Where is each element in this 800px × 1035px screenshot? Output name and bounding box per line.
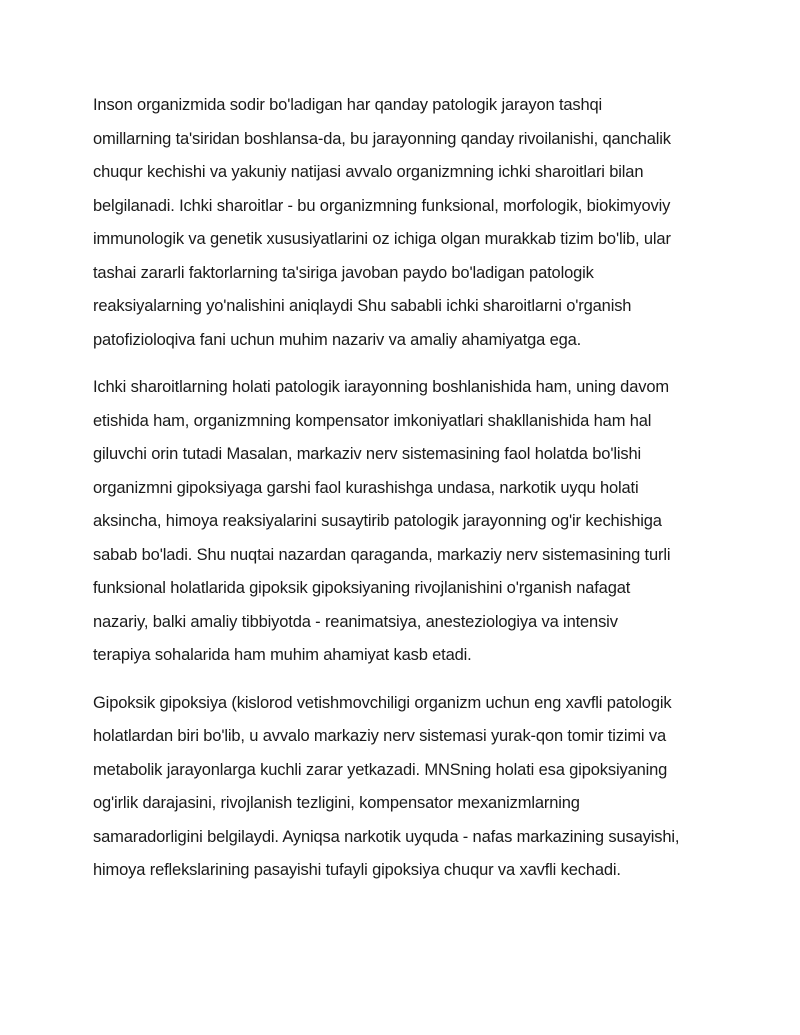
paragraph-1 [93,89,713,357]
text-line: giluvchi orin tutadi Masalan, markaziv nerv sistemasining faol holatda bo'lishi [93,445,641,463]
text-line: patofizioloqiva fani uchun muhim nazariv va amaliy ahamiyatga ega. [93,330,582,349]
text-line: Gipoksik gipoksiya (kislorod vetishmovchiligi organizm uchun eng xavfli patologik [93,693,672,712]
document-body [93,89,713,902]
text-line: nazariy, balki amaliy tibbiyotda - reanimatsiya, anesteziologiya va intensiv [93,612,618,631]
text-line: funksional holatlarida gipoksik gipoksiyaning rivojlanishini o'rganish nafagat [93,579,631,597]
text-line: samaradorligini belgilaydi. Ayniqsa narkotik uyquda - nafas markazining susayishi, [93,827,680,846]
text-line: holatlardan biri bo'lib, u avvalo markaziy nerv sistemasi yurak-qon tomir tizimi va [93,727,667,745]
paragraph-3 [93,687,713,888]
text-line: organizmni gipoksiyaga garshi faol kurashishga undasa, narkotik uyqu holati [93,478,639,497]
text-line: Inson organizmida sodir bo'ladigan har qanday patologik jarayon tashqi [93,96,603,114]
paragraph-2 [93,371,713,673]
text-line: belgilanadi. Ichki sharoitlar - bu organizmning funksional, morfologik, biokimyoviy [93,196,671,215]
text-line: himoya reflekslarining pasayishi tufayli gipoksiya chuqur va xavfli kechadi. [93,861,621,879]
text-line: etishida ham, organizmning kompensator imkoniyatlari shakllanishida ham hal [93,411,652,430]
text-line: reaksiyalarning yo'nalishini aniqlaydi Shu sababli ichki sharoitlarni o'rganish [93,297,632,315]
text-line: tashai zararli faktorlarning ta'siriga javoban paydo bo'ladigan patologik [93,263,594,282]
text-line: metabolik jarayonlarga kuchli zarar yetkazadi. MNSning holati esa gipoksiyaning [93,760,668,779]
text-line: aksincha, himoya reaksiyalarini susaytirib patologik jarayonning og'ir kechishiga [93,512,662,530]
text-line: omillarning ta'siridan boshlansa-da, bu jarayonning qanday rivoilanishi, qanchalik [93,129,671,148]
text-line: immunologik va genetik xususiyatlarini oz ichiga olgan murakkab tizim bo'lib, ular [93,230,671,248]
text-line: Ichki sharoitlarning holati patologik iarayonning boshlanishida ham, uning davom [93,378,669,396]
text-line: terapiya sohalarida ham muhim ahamiyat kasb etadi. [93,646,472,664]
text-line: sabab bo'ladi. Shu nuqtai nazardan qaraganda, markaziy nerv sistemasining turli [93,545,671,564]
text-line: og'irlik darajasini, rivojlanish tezligini, kompensator mexanizmlarning [93,794,580,812]
text-line: chuqur kechishi va yakuniy natijasi avvalo organizmning ichki sharoitlari bilan [93,163,644,181]
